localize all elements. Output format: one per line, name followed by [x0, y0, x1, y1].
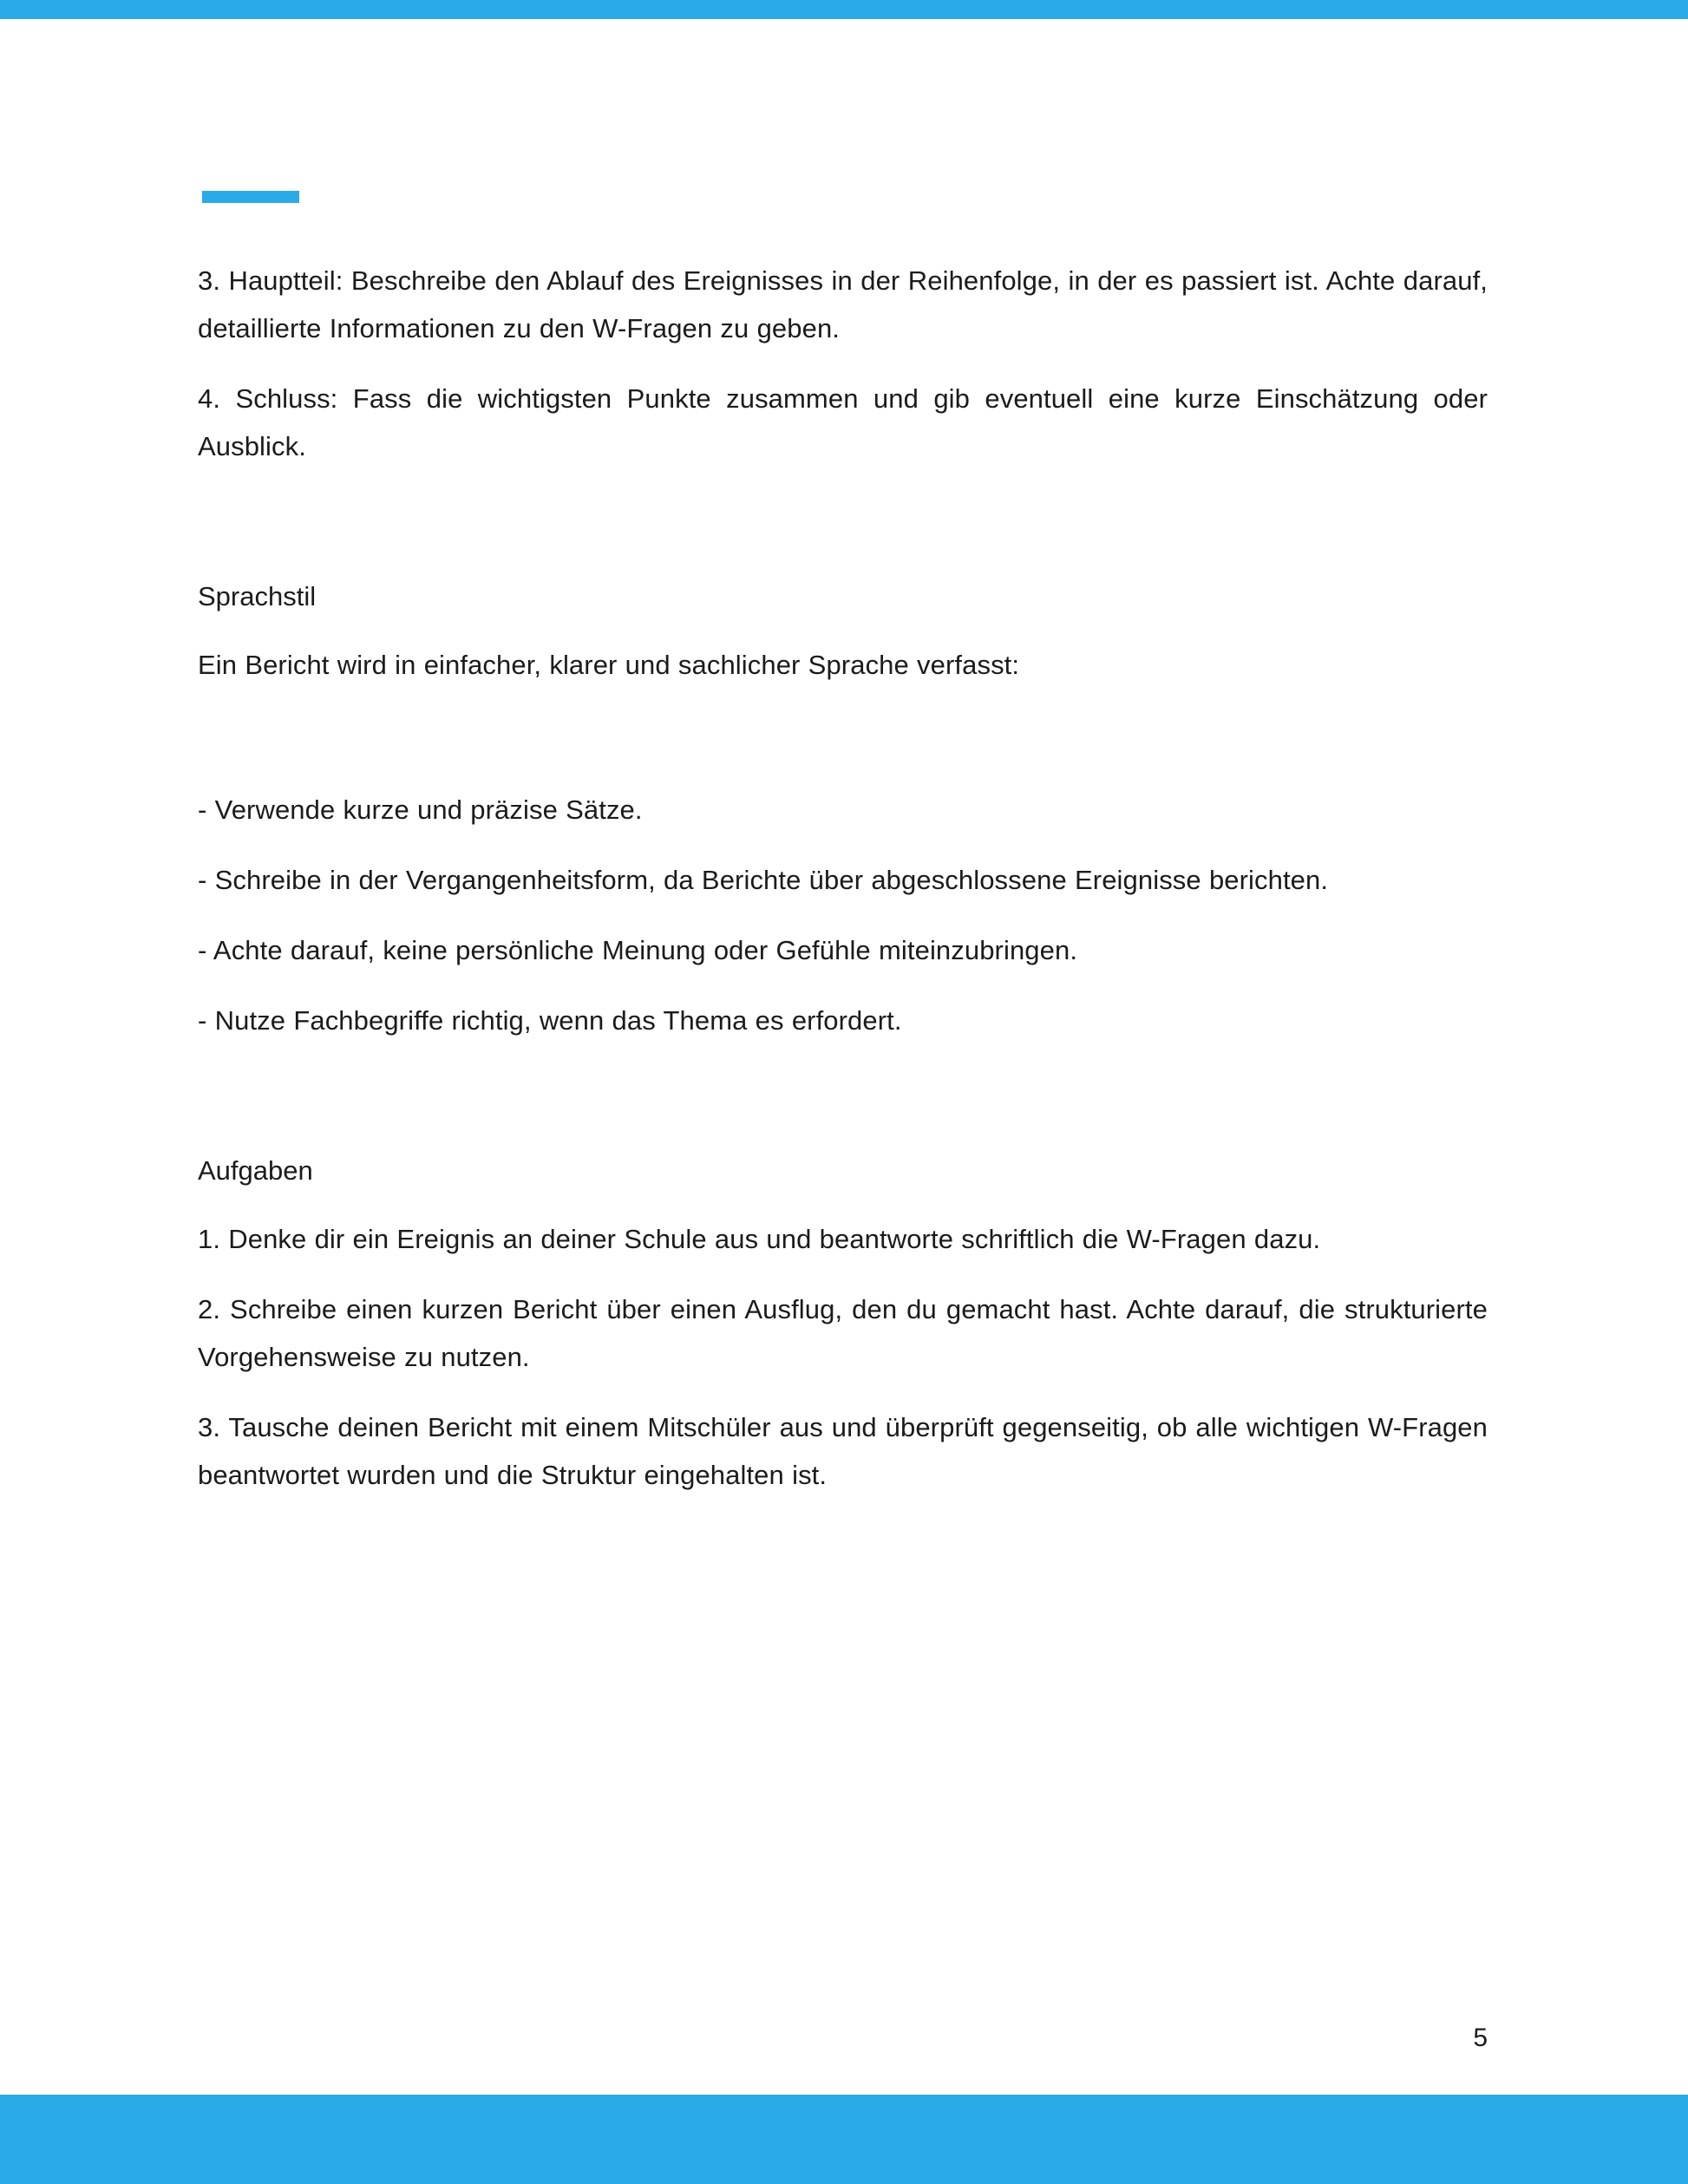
paragraph-item-3: 3. Hauptteil: Beschreibe den Ablauf des Ereignisses in der Reihenfolge, in der es passiert ist. Achte darauf, detaillierte Informationen zu den W-Fragen zu geben. — [198, 265, 1488, 343]
spacer — [198, 904, 1488, 926]
section-accent-dash — [202, 191, 299, 203]
list-item-sprachstil-1: - Verwende kurze und präzise Sätze. — [198, 794, 643, 825]
top-accent-bar — [0, 0, 1688, 19]
spacer — [198, 1381, 1488, 1403]
task-item-2: 2. Schreibe einen kurzen Bericht über einen Ausflug, den du gemacht hast. Achte darauf, die strukturierte Vorgehensweise zu nutzen. — [198, 1294, 1488, 1372]
spacer — [198, 834, 1488, 856]
spacer — [198, 689, 1488, 786]
spacer — [198, 470, 1488, 572]
page-number: 5 — [1473, 2024, 1488, 2052]
paragraph-item-4: 4. Schluss: Fass die wichtigsten Punkte zusammen und gib eventuell eine kurze Einschätzung oder Ausblick. — [198, 383, 1488, 461]
bottom-accent-bar — [0, 2095, 1688, 2184]
paragraph-sprachstil-intro: Ein Bericht wird in einfacher, klarer und sachlicher Sprache verfasst: — [198, 650, 1020, 680]
spacer — [198, 974, 1488, 997]
list-item-sprachstil-4: - Nutze Fachbegriffe richtig, wenn das Thema es erfordert. — [198, 1005, 902, 1036]
list-item-sprachstil-2: - Schreibe in der Vergangenheitsform, da Berichte über abgeschlossene Ereignisse berichten. — [198, 865, 1329, 895]
page-content — [198, 257, 1488, 1499]
spacer — [198, 352, 1488, 375]
spacer — [198, 620, 1488, 641]
section-heading-sprachstil: Sprachstil — [198, 581, 317, 611]
spacer — [198, 1044, 1488, 1147]
section-heading-aufgaben: Aufgaben — [198, 1155, 313, 1186]
task-item-3: 3. Tausche deinen Bericht mit einem Mitschüler aus und überprüft gegenseitig, ob alle wichtigen W-Fragen beantwortet wurden und die Struktur eingehalten ist. — [198, 1412, 1488, 1490]
task-item-1: 1. Denke dir ein Ereignis an deiner Schule aus und beantworte schriftlich die W-Fragen dazu. — [198, 1224, 1321, 1254]
list-item-sprachstil-3: - Achte darauf, keine persönliche Meinung oder Gefühle miteinzubringen. — [198, 935, 1078, 965]
spacer — [198, 1263, 1488, 1285]
spacer — [198, 1194, 1488, 1215]
